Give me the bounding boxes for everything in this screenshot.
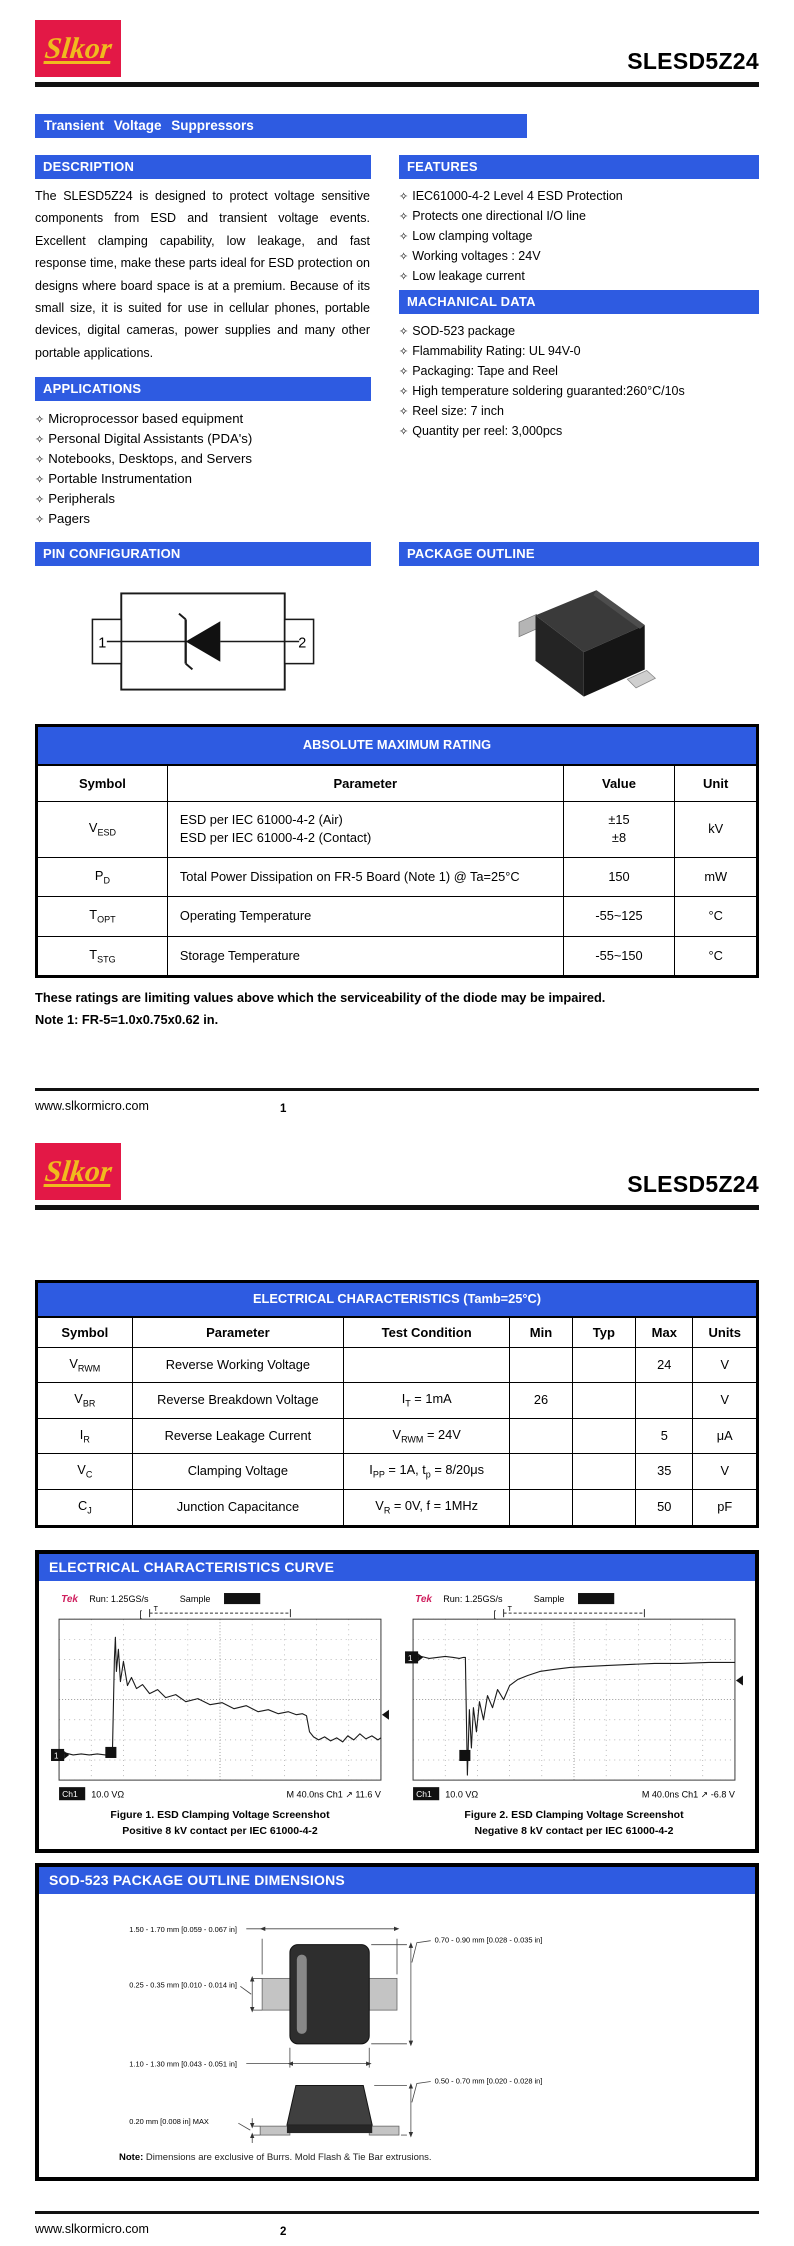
- list-item: ✧ Quantity per reel: 3,000pcs: [399, 421, 759, 441]
- scope-trigger-info: M 40.0ns Ch1 ↗ 11.6 V: [286, 1789, 381, 1800]
- outline-note: [39, 2150, 755, 2177]
- list-item: ✧ Low clamping voltage: [399, 226, 759, 246]
- cell-parameter: Storage Temperature: [167, 936, 563, 977]
- column-header: Symbol: [37, 1317, 133, 1348]
- cell-typ: [572, 1454, 635, 1490]
- footer-website: www.slkormicro.com: [35, 2222, 149, 2236]
- scope-status-badge: [578, 1593, 614, 1604]
- list-item: ✧ Reel size: 7 inch: [399, 401, 759, 421]
- trigger-label: T: [153, 1605, 158, 1613]
- package-dimensions-box: [35, 1863, 759, 2181]
- column-header: Value: [563, 765, 675, 802]
- description-header: DESCRIPTION: [35, 155, 371, 179]
- cell-max: 5: [636, 1418, 693, 1454]
- page-number: 2: [280, 2226, 287, 2238]
- cell-unit: kV: [675, 801, 758, 857]
- features-header: FEATURES: [399, 155, 759, 179]
- page-number: 1: [280, 1103, 287, 1115]
- scope-scale: 10.0 VΩ: [91, 1789, 125, 1800]
- cell-value: ±15 ±8: [563, 801, 675, 857]
- header-rule: [35, 1205, 759, 1210]
- cell-max: 50: [636, 1489, 693, 1526]
- list-item: ✧ Microprocessor based equipment: [35, 408, 371, 428]
- rating-note-1: These ratings are limiting values above which the serviceability of the diode may be impaired.: [35, 990, 606, 1006]
- cell-symbol: $V_{ESD}$: [37, 801, 168, 857]
- package-3d-image: [479, 569, 679, 714]
- dim-total-width-label: 1.50 - 1.70 mm [0.059 - 0.067 in]: [129, 1925, 237, 1935]
- caption-line-2: Positive 8 kV contact per IEC 61000-4-2: [122, 1824, 318, 1837]
- trigger-level-arrow: [382, 1709, 389, 1719]
- cell-unit: °C: [675, 936, 758, 977]
- mechanical-data-header: MACHANICAL DATA: [399, 290, 759, 314]
- cell-parameter: Total Power Dissipation on FR-5 Board (Note 1) @ Ta=25°C: [167, 857, 563, 897]
- package-dimension-drawing: [42, 1898, 752, 2150]
- channel-marker-label: 1: [408, 1653, 413, 1663]
- pin1-label: 1: [98, 634, 107, 651]
- scope-run-text: Run: 1.25GS/s: [443, 1593, 503, 1604]
- cell-parameter: Clamping Voltage: [132, 1454, 343, 1490]
- top-view-lead-left: [262, 1979, 290, 2011]
- cell-symbol: $V_{BR}$: [37, 1383, 133, 1419]
- column-header: Unit: [675, 765, 758, 802]
- cell-value: 150: [563, 857, 675, 897]
- cell-parameter: Junction Capacitance: [132, 1489, 343, 1526]
- features-list: [399, 186, 759, 286]
- table-row: [37, 897, 758, 937]
- cell-value: -55~125: [563, 897, 675, 937]
- table-title: ABSOLUTE MAXIMUM RATING: [37, 726, 758, 765]
- dimension-leader: [412, 2082, 431, 2103]
- note-text: Dimensions are exclusive of Burrs. Mold Flash & Tie Bar extrusions.: [145, 2152, 432, 2164]
- oscilloscope-screenshot-positive: [49, 1589, 391, 1804]
- list-item: ✧ IEC61000-4-2 Level 4 ESD Protection: [399, 186, 759, 206]
- document-header: [35, 1123, 759, 1200]
- dim-body-height-label: 0.70 - 0.90 mm [0.028 - 0.035 in]: [434, 1935, 543, 1945]
- table-row: [37, 1383, 758, 1419]
- scope-mode: Sample: [179, 1593, 211, 1604]
- table-row: [37, 936, 758, 977]
- cell-value: -55~150: [563, 936, 675, 977]
- part-number-title: SLESD5Z24: [627, 1171, 759, 1197]
- table-title-row: [37, 726, 758, 765]
- cell-units: μA: [693, 1418, 758, 1454]
- caption-line-1: Figure 1. ESD Clamping Voltage Screenshot: [110, 1808, 330, 1821]
- trigger-level-arrow: [736, 1675, 743, 1685]
- trigger-label: T: [507, 1605, 512, 1613]
- package-lead-upper: [519, 614, 536, 636]
- column-header: Symbol: [37, 765, 168, 802]
- cell-condition: $I_T = 1mA$: [344, 1383, 510, 1419]
- cell-symbol: $T_{OPT}$: [37, 897, 168, 937]
- dimension-leader: [238, 2123, 250, 2130]
- package-outline-header: PACKAGE OUTLINE: [399, 542, 759, 566]
- scope-trigger-info: M 40.0ns Ch1 ↗ -6.8 V: [641, 1789, 735, 1800]
- cell-symbol: $V_C$: [37, 1454, 133, 1490]
- page-2: [0, 1123, 794, 2246]
- document-header: [35, 0, 759, 77]
- footer-rule: [35, 2211, 759, 2214]
- column-header: Parameter: [167, 765, 563, 802]
- channel-badge-label: Ch1: [416, 1788, 432, 1799]
- cell-typ: [572, 1383, 635, 1419]
- scope-status-badge: [224, 1593, 260, 1604]
- list-item: ✧ Low leakage current: [399, 266, 759, 286]
- cell-unit: °C: [675, 897, 758, 937]
- cell-max: 35: [636, 1454, 693, 1490]
- table-title: ELECTRICAL CHARACTERISTICS (Tamb=25°C): [37, 1282, 758, 1317]
- applications-header: APPLICATIONS: [35, 377, 371, 401]
- cell-min: [510, 1489, 572, 1526]
- column-header: Parameter: [132, 1317, 343, 1348]
- cell-typ: [572, 1418, 635, 1454]
- diode-schematic: [78, 579, 328, 704]
- column-header: Max: [636, 1317, 693, 1348]
- electrical-characteristics-table: [35, 1280, 759, 1528]
- side-view-pad-right: [369, 2126, 399, 2135]
- cell-condition: $V_R = 0V$, f = 1MHz: [344, 1489, 510, 1526]
- cell-min: [510, 1347, 572, 1383]
- scope-brand: Tek: [61, 1593, 79, 1605]
- logo-text: Slkor: [42, 1154, 114, 1188]
- caption-line-2: Negative 8 kV contact per IEC 61000-4-2: [474, 1824, 674, 1837]
- trigger-point-badge: [105, 1746, 116, 1757]
- figure-1: [45, 1589, 395, 1840]
- header-rule: [35, 82, 759, 87]
- trigger-point-badge: [459, 1749, 470, 1760]
- cell-symbol: $T_{STG}$: [37, 936, 168, 977]
- page-footer: [35, 1088, 759, 1113]
- channel-marker-arrow: [64, 1750, 69, 1758]
- column-header: Test Condition: [344, 1317, 510, 1348]
- cell-parameter: Reverse Leakage Current: [132, 1418, 343, 1454]
- table-header-row: [37, 765, 758, 802]
- table-title-row: [37, 1282, 758, 1317]
- side-view-body: [287, 2086, 372, 2126]
- cell-symbol: $P_D$: [37, 857, 168, 897]
- cell-min: [510, 1454, 572, 1490]
- oscilloscope-screenshot-negative: [403, 1589, 745, 1804]
- scope-mode: Sample: [533, 1593, 565, 1604]
- cell-units: V: [693, 1454, 758, 1490]
- channel-marker-arrow: [418, 1653, 423, 1661]
- table-header-row: [37, 1317, 758, 1348]
- figure-1-caption: [45, 1808, 395, 1840]
- package-outline-image: [399, 566, 759, 716]
- cell-condition: [344, 1347, 510, 1383]
- product-family-banner: Transient Voltage Suppressors: [35, 114, 527, 138]
- dim-lead-width-label: 0.25 - 0.35 mm [0.010 - 0.014 in]: [129, 1980, 237, 1990]
- scope-brand: Tek: [415, 1593, 433, 1605]
- rating-notes: [35, 987, 759, 1031]
- cell-condition: $I_{PP} = 1A$, $t_p = 8/20\mu s$: [344, 1454, 510, 1490]
- dimension-leader: [240, 1987, 251, 1995]
- table-row: [37, 1489, 758, 1526]
- applications-list: [35, 408, 371, 528]
- figure-2: [399, 1589, 749, 1840]
- pin2-label: 2: [298, 634, 307, 651]
- channel-badge-label: Ch1: [62, 1788, 78, 1799]
- side-view-base: [287, 2125, 372, 2133]
- part-number-title: SLESD5Z24: [627, 48, 759, 74]
- pin-configuration-header: PIN CONFIGURATION: [35, 542, 371, 566]
- list-item: ✧ High temperature soldering guaranted:260°C/10s: [399, 381, 759, 401]
- cell-parameter: Operating Temperature: [167, 897, 563, 937]
- cell-max: 24: [636, 1347, 693, 1383]
- list-item: ✧ Peripherals: [35, 488, 371, 508]
- list-item: ✧ Protects one directional I/O line: [399, 206, 759, 226]
- cell-min: 26: [510, 1383, 572, 1419]
- curve-section-header: ELECTRICAL CHARACTERISTICS CURVE: [39, 1554, 755, 1581]
- figure-2-caption: [399, 1808, 749, 1840]
- cell-symbol: $C_J$: [37, 1489, 133, 1526]
- company-logo: [35, 1143, 121, 1200]
- list-item: ✧ Personal Digital Assistants (PDA's): [35, 428, 371, 448]
- list-item: ✧ Working voltages : 24V: [399, 246, 759, 266]
- scope-run-text: Run: 1.25GS/s: [89, 1593, 149, 1604]
- list-item: ✧ Pagers: [35, 508, 371, 528]
- cell-typ: [572, 1347, 635, 1383]
- dimensions-section-header: SOD-523 PACKAGE OUTLINE DIMENSIONS: [39, 1867, 755, 1894]
- cell-parameter: Reverse Breakdown Voltage: [132, 1383, 343, 1419]
- cell-symbol: $V_{RWM}$: [37, 1347, 133, 1383]
- dim-body-width-label: 1.10 - 1.30 mm [0.043 - 0.051 in]: [129, 2059, 237, 2069]
- cell-parameter: Reverse Working Voltage: [132, 1347, 343, 1383]
- column-header: Typ: [572, 1317, 635, 1348]
- table-row: [37, 1418, 758, 1454]
- side-view-pad-left: [260, 2126, 290, 2135]
- company-logo: [35, 20, 121, 77]
- cell-units: V: [693, 1347, 758, 1383]
- column-header: Min: [510, 1317, 572, 1348]
- cell-typ: [572, 1489, 635, 1526]
- pin-configuration-drawing: [35, 566, 371, 716]
- footer-website: www.slkormicro.com: [35, 1099, 149, 1113]
- dim-standoff-label: 0.20 mm [0.008 in] MAX: [129, 2117, 209, 2127]
- cell-min: [510, 1418, 572, 1454]
- column-header: Units: [693, 1317, 758, 1348]
- scope-bracket: [: [139, 1608, 143, 1619]
- scope-scale: 10.0 VΩ: [445, 1789, 479, 1800]
- note-label: Note:: [119, 2152, 144, 2164]
- dimension-leader: [412, 1941, 431, 1963]
- top-view-polarity-slot: [297, 1955, 307, 2034]
- cell-units: V: [693, 1383, 758, 1419]
- list-item: ✧ SOD-523 package: [399, 321, 759, 341]
- description-text: The SLESD5Z24 is designed to protect voltage sensitive components from ESD and transient voltage events. Excellent clamping capability, low leakage, and fast response time, make these parts ideal for ESD protection on designs where board space is at a premium. Because of its small size, it is suited for use in cellular phones, portable devices, digital cameras, power supplies and many other portable applications.: [35, 189, 370, 360]
- cell-condition: $V_{RWM} = 24V$: [344, 1418, 510, 1454]
- footer-rule: [35, 1088, 759, 1091]
- table-row: [37, 801, 758, 857]
- top-view-lead-right: [369, 1979, 397, 2011]
- dim-side-height-label: 0.50 - 0.70 mm [0.020 - 0.028 in]: [434, 2076, 543, 2086]
- mechanical-data-list: [399, 321, 759, 441]
- table-row: [37, 1347, 758, 1383]
- cell-symbol: $I_R$: [37, 1418, 133, 1454]
- list-item: ✧ Flammability Rating: UL 94V-0: [399, 341, 759, 361]
- list-item: ✧ Portable Instrumentation: [35, 468, 371, 488]
- absolute-maximum-rating-table: [35, 724, 759, 978]
- cell-units: pF: [693, 1489, 758, 1526]
- scope-bracket: [: [493, 1608, 497, 1619]
- page-footer: [35, 2211, 759, 2236]
- cell-max: [636, 1383, 693, 1419]
- list-item: ✧ Packaging: Tape and Reel: [399, 361, 759, 381]
- table-row: [37, 857, 758, 897]
- rating-note-2: Note 1: FR-5=1.0x0.75x0.62 in.: [35, 1012, 219, 1028]
- table-row: [37, 1454, 758, 1490]
- caption-line-1: Figure 2. ESD Clamping Voltage Screenshot: [464, 1808, 684, 1821]
- cell-unit: mW: [675, 857, 758, 897]
- cell-parameter: ESD per IEC 61000-4-2 (Air) ESD per IEC 61000-4-2 (Contact): [167, 801, 563, 857]
- logo-text: Slkor: [42, 31, 114, 65]
- channel-marker-label: 1: [54, 1750, 59, 1760]
- characteristics-curve-box: [35, 1550, 759, 1854]
- list-item: ✧ Notebooks, Desktops, and Servers: [35, 448, 371, 468]
